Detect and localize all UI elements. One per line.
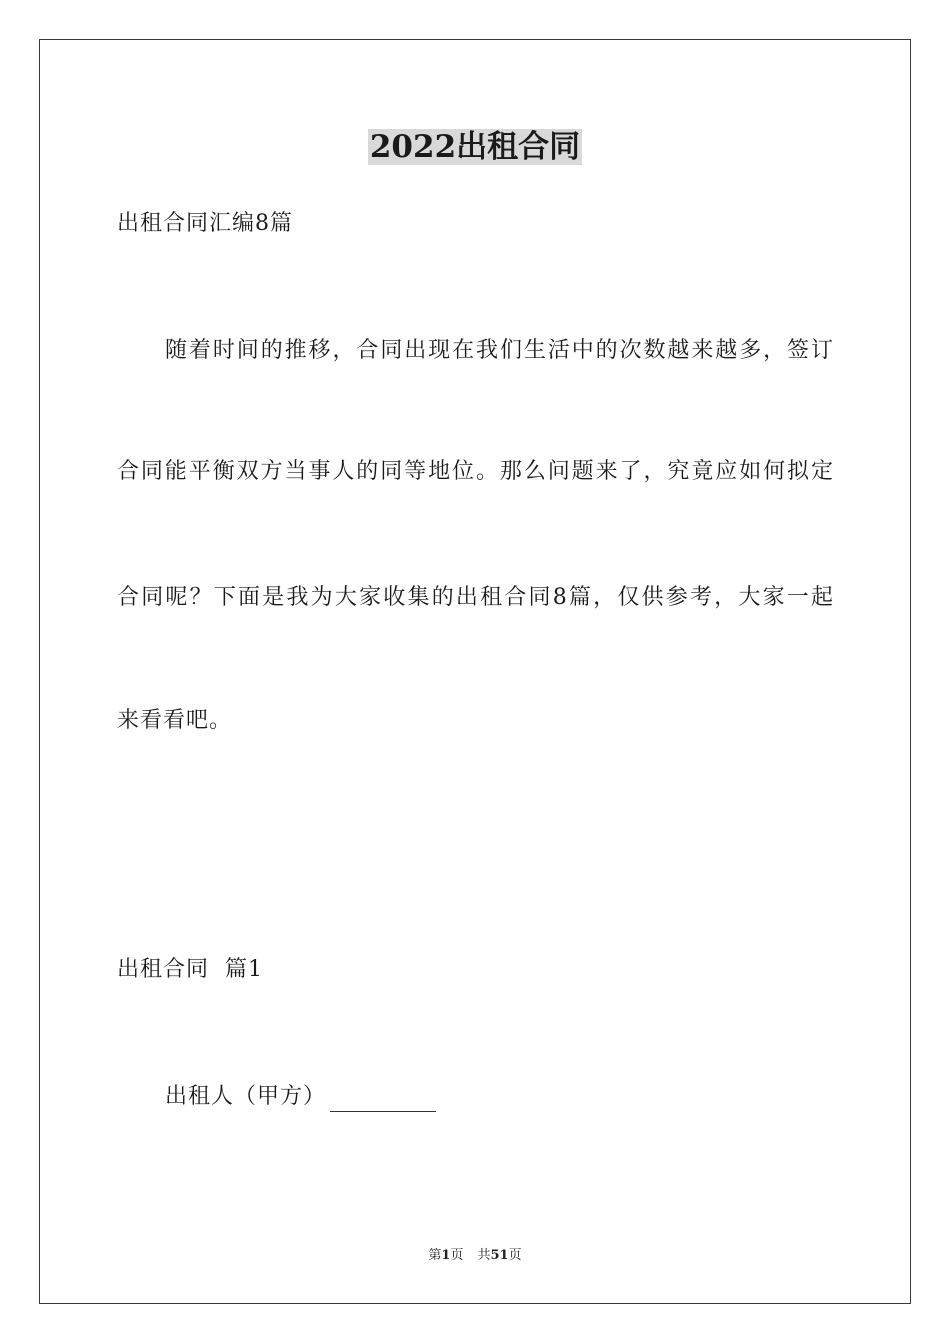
footer-page-suffix: 页 [450, 1248, 464, 1263]
page-footer [0, 1247, 950, 1265]
lessor-line [165, 1082, 436, 1112]
footer-total-suffix: 页 [508, 1248, 522, 1263]
footer-page-prefix: 第 [428, 1248, 442, 1263]
intro-line-3: 合同呢？下面是我为大家收集的出租合同8篇，仅供参考，大家一起 [117, 585, 833, 610]
document-title-text: 2022出租合同 [369, 129, 581, 165]
intro-line-4: 来看看吧。 [117, 708, 233, 733]
lessor-blank-field [330, 1089, 436, 1112]
footer-total-prefix: 共 [477, 1248, 491, 1263]
intro-line-1: 随着时间的推移，合同出现在我们生活中的次数越来越多，签订 [165, 338, 833, 363]
document-title [0, 127, 950, 167]
lessor-label: 出租人（甲方） [165, 1084, 327, 1109]
section-heading: 出租合同 篇1 [117, 957, 263, 982]
footer-total-pages: 51 [490, 1248, 509, 1263]
footer-page-number: 1 [441, 1248, 451, 1263]
intro-line-2: 合同能平衡双方当事人的同等地位。那么问题来了，究竟应如何拟定 [117, 459, 833, 484]
document-subtitle: 出租合同汇编8篇 [117, 211, 293, 236]
